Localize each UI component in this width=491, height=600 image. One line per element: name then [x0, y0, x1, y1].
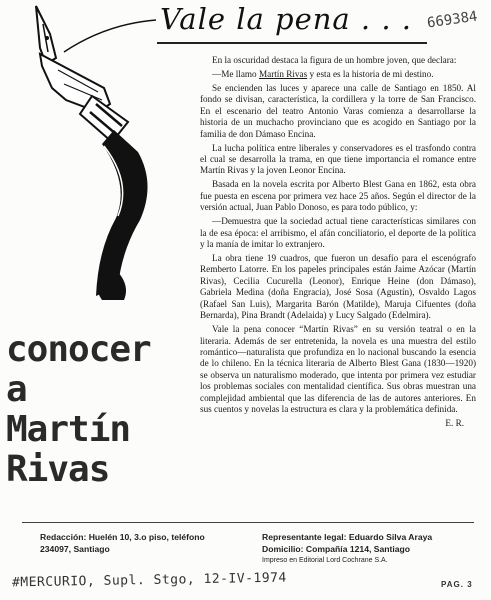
- title-line-3: Martín: [6, 409, 131, 450]
- publisher-address: Domicilio: Compañía 1214, Santiago: [262, 544, 411, 554]
- paragraph-quote: [200, 69, 476, 80]
- paragraph-history: Basada en la novela escrita por Alberto Blest Gana en 1862, esta obra fue puesta en escena por primera vez hace 25 años. Según el director de la versión actual, Juan Pablo Donoso, es para todo público, y:: [200, 179, 476, 213]
- title-line-2: a: [6, 369, 27, 410]
- archive-reference-number: 669384: [426, 8, 479, 32]
- headline-underline: [157, 42, 427, 44]
- publisher-info: [262, 531, 472, 566]
- feature-title-block: [6, 330, 206, 490]
- paragraph-director-quote: —Demuestra que la sociedad actual tiene características similares con la de esa época: el arribismo, el afán conciliatorio, el deporte de la política y la manía de imitar lo extranjero.: [200, 216, 476, 250]
- paragraph-cast: La obra tiene 19 cuadros, que fueron un desafío para el escenógrafo Remberto Latorre. En los papeles principales están Jaime Azócar (Martín Rivas), Cecilia Cucurella (Leonor), Enrique Heine (don Dámaso), Gabriela Medina (doña Engracia), José Sosa (Agustín), Osvaldo Lagos (Rafael San Luis), Margarita Barón (Matilde), Maruja Cifuentes (doña Bernarda), Pina Brandt (Adelaida) y Lucy Salgado (Edelmira).: [200, 253, 476, 321]
- article-body: [200, 55, 476, 429]
- paragraph-review: Vale la pena conocer “Martín Rivas” en su versión teatral o en la literaria. Además de ser entretenida, la novela es una muestra del estilo romántico—naturalista que profundiza en lo nacional buscando la esencia de lo chileno. En la técnica literaria de Alberto Blest Gana (1830—1920) se observa un naturalismo moderado, que intenta por primera vez estudiar los problemas sociales con mentalidad científica. Sus obras muestran una complejidad ambiental que las diferencia de las de autores anteriores. En sus cuentos y novelas la estructura es clara y la problemática definida.: [200, 324, 476, 414]
- title-line-1: conocer: [6, 329, 151, 370]
- legal-representative: Representante legal: Eduardo Silva Araya: [262, 532, 433, 542]
- paragraph-setting: Se encienden las luces y aparece una calle de Santiago en 1850. Al fondo se divisan, característica, la cordillera y la torre de San Francisco. En el escenario del teatro Antonio Varas comienza a desarrollarse la historia de un muchacho provinciano que es acogido en Santiago por la familia de don Dámaso Encina.: [200, 83, 476, 139]
- quote-name: Martín Rivas: [258, 69, 308, 79]
- paragraph-intro: En la oscuridad destaca la figura de un hombre joven, que declara:: [212, 55, 457, 65]
- handwritten-source-note: #MERCURIO, Supl. Stgo, 12-IV-1974: [11, 570, 287, 591]
- editorial-address: [40, 531, 240, 555]
- article-headline: Vale la pena . . .: [160, 2, 413, 36]
- paragraph-plot: La lucha política entre liberales y conservadores es el trasfondo contra el cual se desarrolla la trama, en que tiene importancia el romance entre Martín Rivas y la joven Leonor Encina.: [200, 142, 476, 176]
- printer-credit: Impreso en Editorial Lord Cochrane S.A.: [262, 557, 388, 564]
- quote-prefix: —Me llamo: [212, 69, 259, 79]
- quote-suffix: y esta es la historia de mi destino.: [307, 69, 434, 79]
- fountain-pen-hand-illustration: [6, 4, 181, 304]
- editorial-address-line-1: Redacción: Huelén 10, 3.o piso, teléfono: [40, 532, 205, 542]
- editorial-address-line-2: 234097, Santiago: [40, 544, 110, 554]
- page-number: PAG. 3: [441, 580, 473, 589]
- footer-divider: [22, 522, 474, 523]
- title-line-4: Rivas: [6, 449, 110, 490]
- author-initials: E. R.: [445, 417, 464, 428]
